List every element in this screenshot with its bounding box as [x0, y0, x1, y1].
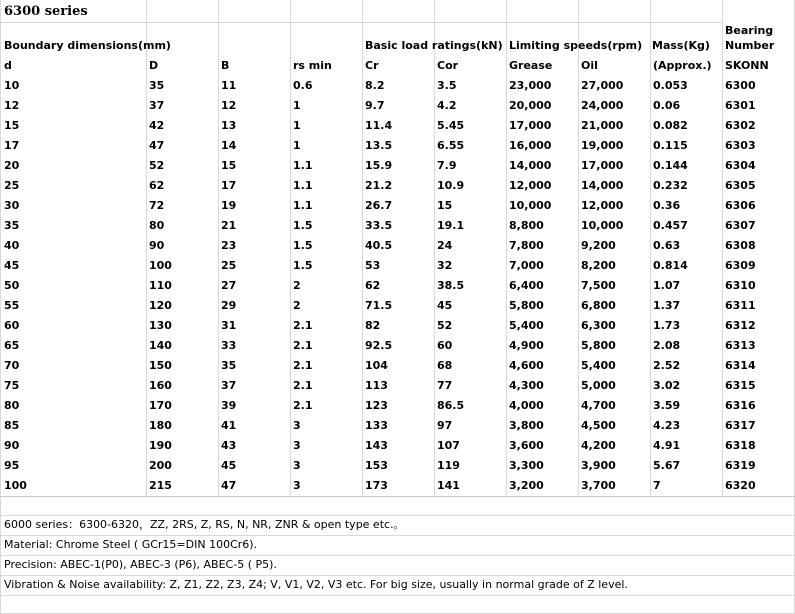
note-precision: Precision: ABEC-1(P0), ABEC-3 (P6), ABEC-5 ( P5).	[4, 558, 277, 571]
cell-oil: 4,700	[581, 399, 616, 412]
grid-line	[0, 0, 1, 614]
cell-cor: 15	[437, 199, 453, 212]
cell-outer-d: 72	[149, 199, 165, 212]
cell-bearing-number: 6306	[725, 199, 756, 212]
cell-oil: 5,000	[581, 379, 616, 392]
cell-outer-d: 100	[149, 259, 172, 272]
column-header-width-b: B	[221, 59, 230, 72]
cell-oil: 6,300	[581, 319, 616, 332]
header-number: Number	[725, 39, 775, 52]
cell-d: 40	[4, 239, 20, 252]
cell-cr: 123	[365, 399, 388, 412]
cell-outer-d: 150	[149, 359, 172, 372]
cell-outer-d: 190	[149, 439, 172, 452]
cell-d: 10	[4, 79, 20, 92]
cell-bearing-number: 6318	[725, 439, 756, 452]
cell-d: 20	[4, 159, 20, 172]
cell-cr: 62	[365, 279, 381, 292]
cell-d: 80	[4, 399, 20, 412]
cell-bearing-number: 6307	[725, 219, 756, 232]
cell-grease: 4,900	[509, 339, 544, 352]
cell-mass: 0.053	[653, 79, 688, 92]
cell-grease: 10,000	[509, 199, 552, 212]
cell-d: 50	[4, 279, 20, 292]
header-mass: Mass(Kg)	[652, 39, 710, 52]
column-header-d: d	[4, 59, 12, 72]
cell-rs-min: 2	[293, 279, 301, 292]
column-header-bearing-number: SKONN	[725, 59, 769, 72]
cell-d: 85	[4, 419, 20, 432]
cell-width-b: 14	[221, 139, 237, 152]
cell-oil: 6,800	[581, 299, 616, 312]
cell-width-b: 27	[221, 279, 237, 292]
cell-outer-d: 52	[149, 159, 165, 172]
cell-cr: 40.5	[365, 239, 393, 252]
cell-cr: 53	[365, 259, 381, 272]
cell-rs-min: 2.1	[293, 319, 313, 332]
cell-mass: 4.91	[653, 439, 681, 452]
cell-rs-min: 1	[293, 119, 301, 132]
cell-mass: 1.37	[653, 299, 681, 312]
cell-rs-min: 1	[293, 139, 301, 152]
cell-width-b: 15	[221, 159, 237, 172]
grid-line	[434, 0, 435, 496]
cell-rs-min: 2.1	[293, 399, 313, 412]
cell-oil: 21,000	[581, 119, 624, 132]
cell-rs-min: 3	[293, 479, 301, 492]
cell-oil: 27,000	[581, 79, 624, 92]
cell-cor: 141	[437, 479, 460, 492]
cell-oil: 5,400	[581, 359, 616, 372]
cell-grease: 7,000	[509, 259, 544, 272]
column-header-grease: Grease	[509, 59, 553, 72]
grid-line	[650, 0, 651, 496]
header-boundary-dimensions: Boundary dimensions(mm)	[4, 39, 171, 52]
cell-cor: 77	[437, 379, 453, 392]
cell-oil: 4,200	[581, 439, 616, 452]
cell-width-b: 47	[221, 479, 237, 492]
cell-cor: 10.9	[437, 179, 465, 192]
cell-rs-min: 3	[293, 419, 301, 432]
cell-bearing-number: 6313	[725, 339, 756, 352]
cell-width-b: 29	[221, 299, 237, 312]
cell-rs-min: 2.1	[293, 379, 313, 392]
cell-cor: 7.9	[437, 159, 457, 172]
cell-d: 100	[4, 479, 27, 492]
cell-outer-d: 62	[149, 179, 165, 192]
cell-oil: 3,900	[581, 459, 616, 472]
cell-cor: 32	[437, 259, 453, 272]
cell-bearing-number: 6302	[725, 119, 756, 132]
cell-width-b: 11	[221, 79, 237, 92]
cell-bearing-number: 6317	[725, 419, 756, 432]
cell-cor: 38.5	[437, 279, 465, 292]
cell-outer-d: 170	[149, 399, 172, 412]
column-header-rs-min: rs min	[293, 59, 332, 72]
cell-width-b: 17	[221, 179, 237, 192]
cell-grease: 3,200	[509, 479, 544, 492]
cell-oil: 7,500	[581, 279, 616, 292]
cell-rs-min: 1.5	[293, 259, 313, 272]
cell-cor: 68	[437, 359, 453, 372]
cell-oil: 4,500	[581, 419, 616, 432]
cell-cr: 26.7	[365, 199, 393, 212]
cell-bearing-number: 6312	[725, 319, 756, 332]
grid-line	[362, 0, 363, 496]
cell-outer-d: 80	[149, 219, 165, 232]
cell-mass: 1.73	[653, 319, 681, 332]
cell-bearing-number: 6315	[725, 379, 756, 392]
cell-mass: 0.814	[653, 259, 688, 272]
cell-mass: 3.59	[653, 399, 681, 412]
cell-mass: 0.457	[653, 219, 688, 232]
cell-cr: 11.4	[365, 119, 393, 132]
cell-oil: 17,000	[581, 159, 624, 172]
cell-d: 35	[4, 219, 20, 232]
cell-grease: 8,800	[509, 219, 544, 232]
cell-bearing-number: 6309	[725, 259, 756, 272]
cell-cor: 5.45	[437, 119, 465, 132]
grid-line	[146, 0, 147, 496]
cell-cor: 3.5	[437, 79, 457, 92]
cell-bearing-number: 6314	[725, 359, 756, 372]
cell-width-b: 39	[221, 399, 237, 412]
cell-cr: 173	[365, 479, 388, 492]
cell-grease: 4,600	[509, 359, 544, 372]
cell-cr: 153	[365, 459, 388, 472]
cell-cor: 86.5	[437, 399, 465, 412]
cell-outer-d: 42	[149, 119, 165, 132]
cell-d: 12	[4, 99, 20, 112]
cell-mass: 5.67	[653, 459, 681, 472]
cell-bearing-number: 6316	[725, 399, 756, 412]
cell-mass: 1.07	[653, 279, 681, 292]
cell-cr: 13.5	[365, 139, 393, 152]
cell-mass: 7	[653, 479, 661, 492]
cell-cr: 21.2	[365, 179, 393, 192]
cell-rs-min: 2.1	[293, 339, 313, 352]
cell-rs-min: 2	[293, 299, 301, 312]
cell-outer-d: 110	[149, 279, 172, 292]
cell-width-b: 13	[221, 119, 237, 132]
cell-d: 45	[4, 259, 20, 272]
cell-width-b: 35	[221, 359, 237, 372]
cell-grease: 20,000	[509, 99, 552, 112]
cell-outer-d: 180	[149, 419, 172, 432]
cell-grease: 7,800	[509, 239, 544, 252]
cell-bearing-number: 6301	[725, 99, 756, 112]
cell-mass: 0.144	[653, 159, 688, 172]
cell-cor: 6.55	[437, 139, 465, 152]
cell-oil: 19,000	[581, 139, 624, 152]
cell-outer-d: 215	[149, 479, 172, 492]
cell-bearing-number: 6304	[725, 159, 756, 172]
grid-line	[218, 0, 219, 496]
cell-oil: 10,000	[581, 219, 624, 232]
column-header-cor: Cor	[437, 59, 459, 72]
cell-grease: 5,400	[509, 319, 544, 332]
cell-oil: 24,000	[581, 99, 624, 112]
cell-rs-min: 3	[293, 459, 301, 472]
header-bearing: Bearing	[725, 24, 774, 37]
cell-rs-min: 2.1	[293, 359, 313, 372]
cell-cr: 133	[365, 419, 388, 432]
grid-line	[578, 0, 579, 496]
cell-grease: 3,800	[509, 419, 544, 432]
cell-d: 75	[4, 379, 20, 392]
cell-width-b: 45	[221, 459, 237, 472]
cell-d: 15	[4, 119, 20, 132]
cell-mass: 0.36	[653, 199, 681, 212]
cell-d: 60	[4, 319, 20, 332]
column-header-outer-d: D	[149, 59, 159, 72]
cell-mass: 2.08	[653, 339, 681, 352]
cell-d: 65	[4, 339, 20, 352]
grid-line	[722, 0, 723, 496]
cell-oil: 8,200	[581, 259, 616, 272]
cell-outer-d: 130	[149, 319, 172, 332]
grid-line	[0, 595, 795, 596]
cell-cr: 143	[365, 439, 388, 452]
cell-mass: 0.082	[653, 119, 688, 132]
cell-cor: 60	[437, 339, 453, 352]
cell-cr: 92.5	[365, 339, 393, 352]
cell-cr: 15.9	[365, 159, 393, 172]
cell-mass: 0.115	[653, 139, 688, 152]
cell-width-b: 23	[221, 239, 237, 252]
cell-bearing-number: 6300	[725, 79, 756, 92]
column-header-oil: Oil	[581, 59, 598, 72]
cell-grease: 16,000	[509, 139, 552, 152]
cell-cor: 119	[437, 459, 460, 472]
cell-width-b: 25	[221, 259, 237, 272]
cell-outer-d: 160	[149, 379, 172, 392]
cell-width-b: 37	[221, 379, 237, 392]
cell-grease: 4,000	[509, 399, 544, 412]
cell-cr: 8.2	[365, 79, 385, 92]
cell-rs-min: 1	[293, 99, 301, 112]
note-material: Material: Chrome Steel ( GCr15=DIN 100Cr6).	[4, 538, 258, 551]
column-header-mass: (Approx.)	[653, 59, 712, 72]
cell-grease: 5,800	[509, 299, 544, 312]
cell-cr: 82	[365, 319, 381, 332]
header-load-ratings: Basic load ratings(kN)	[365, 39, 503, 52]
cell-d: 25	[4, 179, 20, 192]
cell-grease: 23,000	[509, 79, 552, 92]
cell-mass: 0.63	[653, 239, 681, 252]
cell-grease: 12,000	[509, 179, 552, 192]
cell-outer-d: 120	[149, 299, 172, 312]
cell-mass: 3.02	[653, 379, 681, 392]
header-limiting-speeds: Limiting speeds(rpm)	[509, 39, 643, 52]
cell-outer-d: 47	[149, 139, 165, 152]
cell-grease: 3,600	[509, 439, 544, 452]
cell-mass: 4.23	[653, 419, 681, 432]
cell-cr: 104	[365, 359, 388, 372]
cell-cor: 97	[437, 419, 453, 432]
cell-bearing-number: 6320	[725, 479, 756, 492]
cell-bearing-number: 6311	[725, 299, 756, 312]
cell-grease: 6,400	[509, 279, 544, 292]
cell-d: 70	[4, 359, 20, 372]
cell-rs-min: 3	[293, 439, 301, 452]
cell-d: 55	[4, 299, 20, 312]
cell-grease: 4,300	[509, 379, 544, 392]
cell-rs-min: 1.1	[293, 179, 313, 192]
cell-outer-d: 35	[149, 79, 165, 92]
cell-outer-d: 200	[149, 459, 172, 472]
cell-grease: 3,300	[509, 459, 544, 472]
cell-rs-min: 1.5	[293, 239, 313, 252]
cell-rs-min: 1.1	[293, 159, 313, 172]
grid-line	[0, 22, 722, 23]
cell-width-b: 19	[221, 199, 237, 212]
grid-line	[506, 0, 507, 496]
cell-rs-min: 0.6	[293, 79, 313, 92]
grid-line	[0, 496, 795, 497]
cell-width-b: 41	[221, 419, 237, 432]
cell-width-b: 12	[221, 99, 237, 112]
cell-rs-min: 1.5	[293, 219, 313, 232]
cell-mass: 2.52	[653, 359, 681, 372]
page-title: 6300 series	[4, 4, 88, 19]
cell-rs-min: 1.1	[293, 199, 313, 212]
cell-cor: 24	[437, 239, 453, 252]
note-vibration: Vibration & Noise availability: Z, Z1, Z2, Z3, Z4; V, V1, V2, V3 etc. For big size, usually in normal grade of Z level.	[4, 578, 628, 591]
cell-oil: 5,800	[581, 339, 616, 352]
cell-cr: 9.7	[365, 99, 385, 112]
cell-bearing-number: 6310	[725, 279, 756, 292]
cell-bearing-number: 6308	[725, 239, 756, 252]
cell-outer-d: 140	[149, 339, 172, 352]
cell-width-b: 31	[221, 319, 237, 332]
cell-width-b: 21	[221, 219, 237, 232]
cell-cr: 113	[365, 379, 388, 392]
column-header-cr: Cr	[365, 59, 379, 72]
cell-bearing-number: 6319	[725, 459, 756, 472]
cell-cor: 19.1	[437, 219, 465, 232]
cell-d: 95	[4, 459, 20, 472]
cell-outer-d: 90	[149, 239, 165, 252]
cell-cor: 107	[437, 439, 460, 452]
cell-cor: 52	[437, 319, 453, 332]
cell-cr: 33.5	[365, 219, 393, 232]
cell-cr: 71.5	[365, 299, 393, 312]
cell-grease: 17,000	[509, 119, 552, 132]
cell-bearing-number: 6305	[725, 179, 756, 192]
cell-outer-d: 37	[149, 99, 165, 112]
cell-oil: 12,000	[581, 199, 624, 212]
cell-cor: 4.2	[437, 99, 457, 112]
cell-bearing-number: 6303	[725, 139, 756, 152]
cell-grease: 14,000	[509, 159, 552, 172]
cell-cor: 45	[437, 299, 453, 312]
cell-mass: 0.06	[653, 99, 681, 112]
cell-d: 30	[4, 199, 20, 212]
note-series: 6000 series：6300-6320，ZZ, 2RS, Z, RS, N, NR, ZNR & open type etc.。	[4, 518, 405, 531]
cell-width-b: 33	[221, 339, 237, 352]
cell-oil: 3,700	[581, 479, 616, 492]
cell-oil: 14,000	[581, 179, 624, 192]
cell-mass: 0.232	[653, 179, 688, 192]
cell-width-b: 43	[221, 439, 237, 452]
cell-d: 17	[4, 139, 20, 152]
cell-d: 90	[4, 439, 20, 452]
cell-oil: 9,200	[581, 239, 616, 252]
grid-line	[290, 0, 291, 496]
